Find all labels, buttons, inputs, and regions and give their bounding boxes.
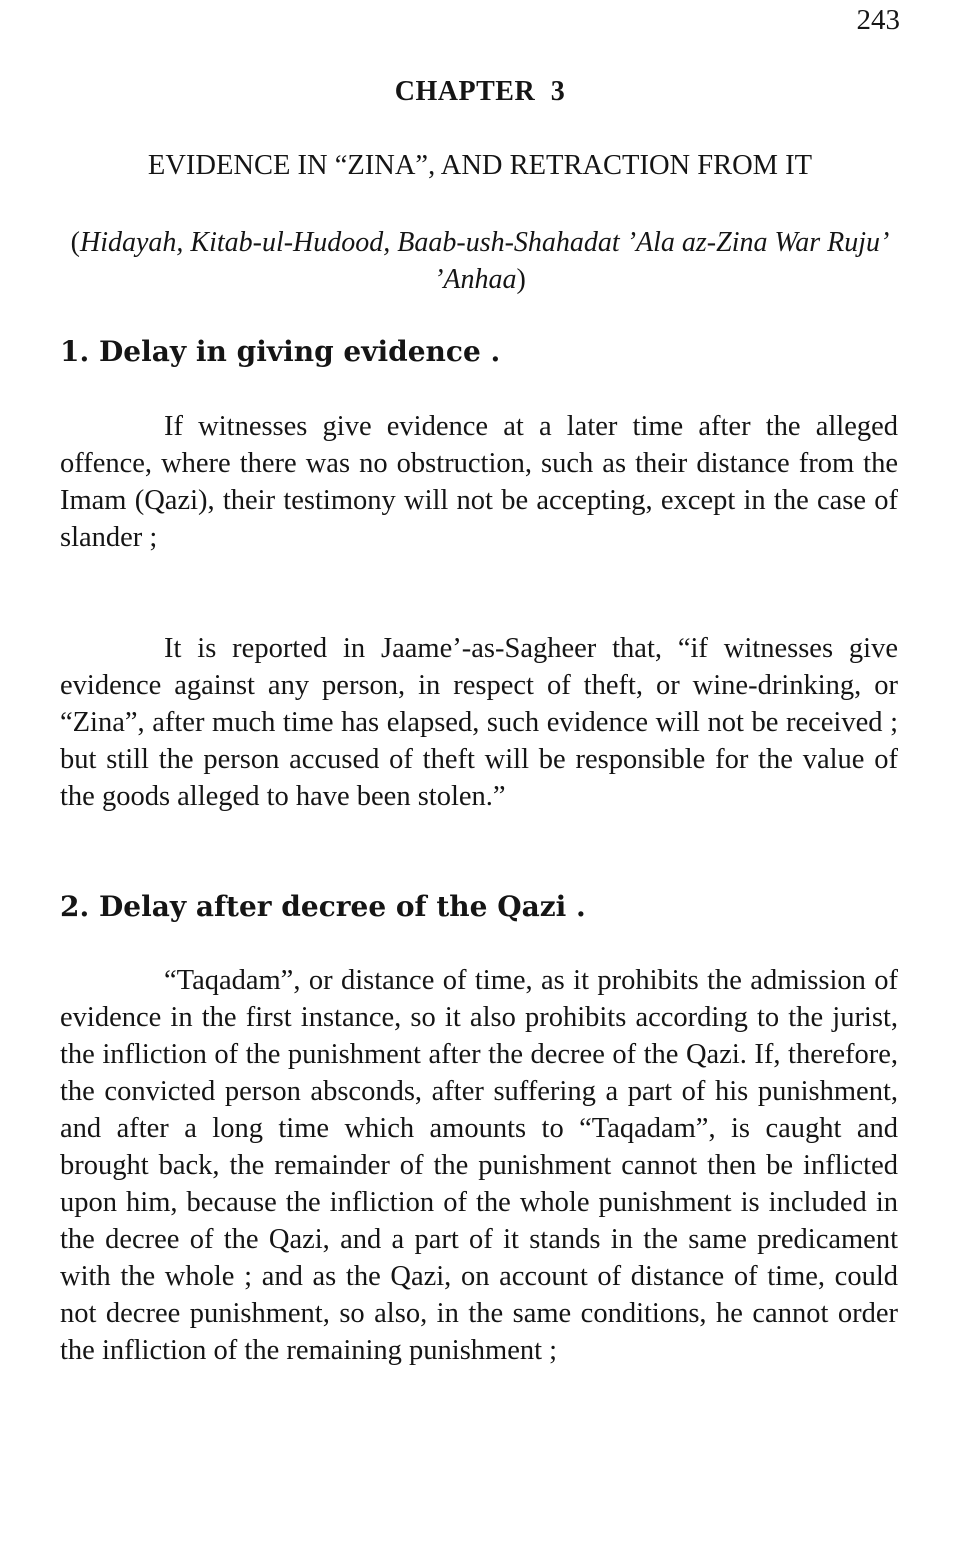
citation-text: Hidayah, Kitab-ul-Hudood, Baab-ush-Shahadat ’Ala az-Zina War Ruju’ ’Anhaa (79, 227, 890, 295)
citation-open-paren: ( (70, 227, 80, 258)
chapter-title: EVIDENCE IN “ZINA”, AND RETRACTION FROM IT (147, 150, 813, 181)
section-heading-2: 2. Delay after decree of the Qazi . (60, 890, 586, 923)
section-1-paragraph-1: If witnesses give evidence at a later time after the alleged offence, where there was no obstruction, such as their distance from the Imam (Qazi), their testimony will not be accepting, except in the case of slander ; (60, 411, 898, 553)
section-1-paragraph-2: It is reported in Jaame’-as-Sagheer that, “if witnesses give evidence against any person, in respect of theft, or wine-drinking, or “Zina”, after much time has elapsed, such evidence will not be received ; but still the person accused of theft will be responsible for the value of the goods alleged to have been stolen.” (60, 633, 898, 812)
page-number: 243 (856, 4, 900, 36)
chapter-heading: CHAPTER 3 (394, 76, 566, 107)
section-2-paragraph-1: “Taqadam”, or distance of time, as it prohibits the admission of evidence in the first instance, so it also prohibits according to the jurist, the infliction of the punishment after the decree of the Qazi. If, therefore, the convicted person absconds, after suffering a part of his punishment, and after a long time which amounts to “Taqadam”, is caught and brought back, the remainder of the punishment cannot then be inflicted upon him, because the infliction of the whole punishment is included in the decree of the Qazi, and a part of it stands in the same predicament with the whole ; and as the Qazi, on account of distance of time, could not decree punishment, so also, in the same conditions, he cannot order the infliction of the remaining punishment ; (60, 965, 898, 1366)
citation (60, 224, 900, 298)
citation-close-paren: ) (516, 264, 526, 295)
section-heading-1: 1. Delay in giving evidence . (60, 335, 501, 368)
